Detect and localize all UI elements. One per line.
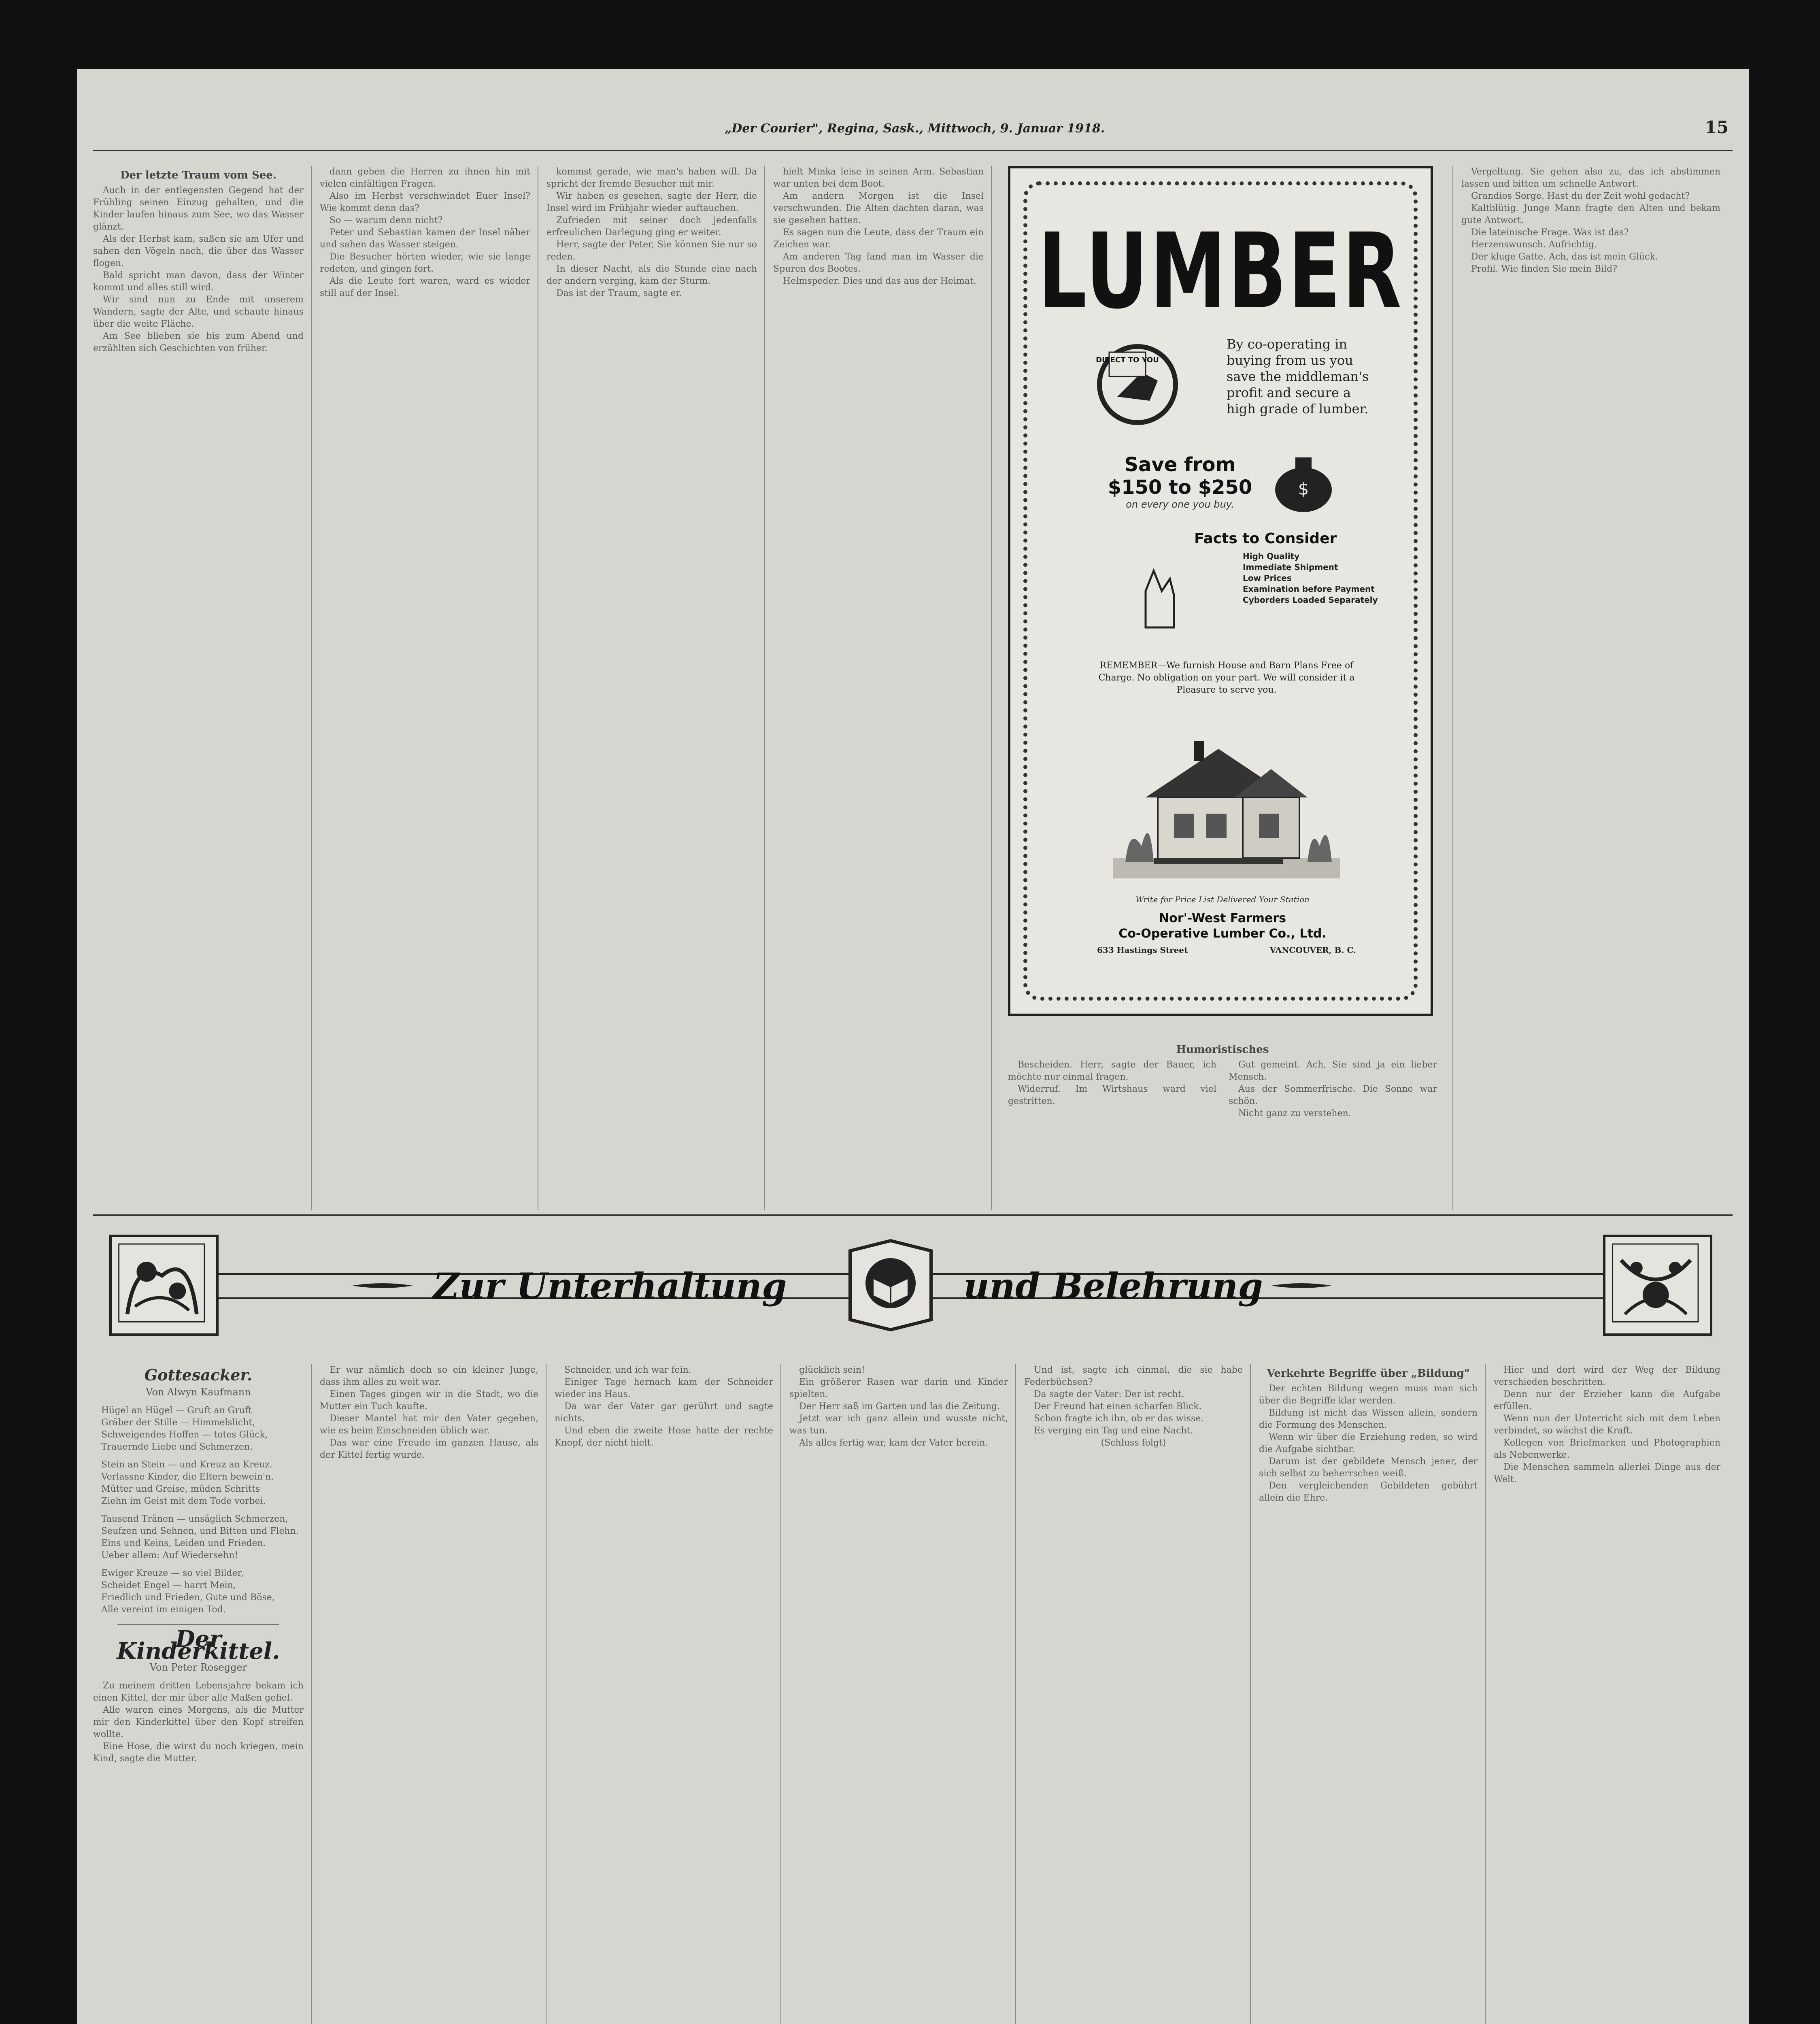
paragraph: Da war der Vater gar gerührt und sagte nichts. — [555, 1401, 773, 1424]
newspaper-page — [77, 69, 1749, 2024]
fact-item: Low Prices — [1243, 573, 1292, 583]
paragraph: hielt Minka leise in seinen Arm. Sebastian war unten bei dem Boot. — [773, 167, 984, 189]
poem-author: Von Alwyn Kaufmann — [146, 1386, 251, 1398]
continued-note: (Schluss folgt) — [1101, 1438, 1166, 1448]
humor-columns — [1008, 1059, 1437, 1120]
poem-line: Friedlich und Frieden, Gute und Böse, — [101, 1592, 275, 1603]
paragraph: dann geben die Herren zu ihnen hin mit vielen einfältigen Fragen. — [320, 167, 530, 189]
paragraph: Auch in der entlegensten Gegend hat der Frühling seinen Einzug gehalten, und die Kinder laufen hinaus zum See, wo das Wasser glänzt. — [93, 185, 304, 232]
article-headline: Verkehrte Begriffe über „Bildung" — [1267, 1367, 1470, 1380]
paragraph: Zufrieden mit seiner doch jedenfalls erfreulichen Darlegung ging er weiter. — [546, 215, 757, 238]
ad-headline: LUMBER — [1038, 211, 1403, 332]
paragraph: Peter und Sebastian kamen der Insel näher und sahen das Wasser steigen. — [320, 227, 530, 250]
paragraph: Wenn wir über die Erziehung reden, so wird die Aufgabe sichtbar. — [1259, 1432, 1478, 1454]
paragraph: Eine Hose, die wirst du noch kriegen, mein Kind, sagte die Mutter. — [93, 1741, 304, 1764]
paragraph: Die Menschen sammeln allerlei Dinge aus der Welt. — [1494, 1462, 1720, 1484]
right-dash-ornament — [1271, 1282, 1332, 1289]
poem-line: Ziehn im Geist mit dem Tode vorbei. — [101, 1496, 266, 1506]
humor-section — [1008, 1040, 1437, 1210]
paragraph: Der Freund hat einen scharfen Blick. — [1034, 1401, 1202, 1412]
paragraph: Darum ist der gebildete Mensch jener, der sich selbst zu beherrschen weiß. — [1259, 1456, 1478, 1479]
left-dash-ornament — [352, 1282, 413, 1289]
paragraph: Hier und dort wird der Weg der Bildung verschieden beschritten. — [1494, 1365, 1720, 1387]
poem-line: Ewiger Kreuze — so viel Bilder, — [101, 1568, 244, 1578]
article-column-1 — [93, 166, 304, 1202]
paragraph: Wir haben es gesehen, sagte der Herr, die Insel wird im Frühjahr wieder auftauchen. — [546, 191, 757, 213]
ad-tagline: By co-operating in buying from us you save the middleman's profit and secure a high grade of lumber. — [1227, 336, 1369, 417]
page-number: 15 — [1705, 117, 1729, 137]
paragraph: Bald spricht man davon, dass der Winter kommt und alles still wird. — [93, 270, 304, 293]
fact-item: Immediate Shipment — [1243, 562, 1338, 572]
paragraph: Der Herr saß im Garten und las die Zeitung. — [799, 1401, 1000, 1412]
paragraph: Der kluge Gatte. Ach, das ist mein Glück. — [1471, 252, 1658, 262]
paragraph: Schon fragte ich ihn, ob er das wisse. — [1034, 1414, 1204, 1424]
paragraph: Herzenswunsch. Aufrichtig. — [1471, 240, 1597, 250]
direct-label: DIRECT TO YOU — [1096, 356, 1159, 364]
column-rule — [311, 1364, 312, 2024]
paragraph: Am andern Morgen ist die Insel verschwunden. Die Alten dachten daran, was sie gesehen hatten. — [773, 191, 984, 225]
paragraph: Einiger Tage hernach kam der Schneider wieder ins Haus. — [555, 1377, 773, 1399]
write-for-note: Write for Price List Delivered Your Station — [1135, 895, 1310, 904]
section-banner — [109, 1235, 1712, 1336]
paragraph: Er war nämlich doch so ein kleiner Junge, dass ihm alles zu weit war. — [320, 1365, 538, 1387]
article-title: Der letzte Traum vom See. — [120, 169, 277, 181]
column-rule — [1452, 166, 1453, 1210]
bottom-column-7 — [1494, 1364, 1720, 2024]
paragraph: Helmspeder. Dies und das aus der Heimat. — [783, 276, 976, 286]
column-rule — [1250, 1364, 1251, 2024]
bottom-column-2 — [320, 1364, 538, 2024]
paragraph: Herr, sagte der Peter, Sie können Sie nur so reden. — [546, 240, 757, 262]
paragraph: Denn nur der Erzieher kann die Aufgabe erfüllen. — [1494, 1389, 1720, 1412]
poem-line: Mütter und Greise, müden Schritts — [101, 1484, 260, 1494]
poem-title: Gottesacker. — [144, 1366, 253, 1384]
article-column-2 — [320, 166, 530, 1202]
book-emblem — [842, 1239, 939, 1332]
header-rule — [93, 150, 1733, 151]
poem-line: Alle vereint im einigen Tod. — [101, 1605, 226, 1615]
paragraph: Das ist der Traum, sagte er. — [556, 288, 682, 298]
banner-title-right: und Belehrung — [963, 1265, 1263, 1307]
hand-icon — [1129, 555, 1190, 636]
paragraph: In dieser Nacht, als die Stunde eine nach der andern verging, kam der Sturm. — [546, 264, 757, 286]
save-line-3: on every one you buy. — [1126, 499, 1234, 510]
paragraph: glücklich sein! — [799, 1365, 865, 1375]
paragraph: Den vergleichenden Gebildeten gebührt allein die Ehre. — [1259, 1481, 1478, 1503]
bottom-column-1 — [93, 1364, 304, 2024]
poem-line: Trauernde Liebe und Schmerzen. — [101, 1442, 253, 1452]
paragraph: Das war eine Freude im ganzen Hause, als der Kittel fertig wurde. — [320, 1438, 538, 1460]
paragraph: Es verging ein Tag und eine Nacht. — [1034, 1426, 1193, 1436]
paragraph: Am anderen Tag fand man im Wasser die Spuren des Bootes. — [773, 252, 984, 274]
poem-body — [93, 1405, 304, 1616]
paragraph: Als die Leute fort waren, ward es wieder still auf der Insel. — [320, 276, 530, 298]
article-column-4 — [773, 166, 984, 1202]
paragraph: Also im Herbst verschwindet Euer Insel? Wie kommt denn das? — [320, 191, 530, 213]
paragraph: Und eben die zweite Hose hatte der rechte Knopf, der nicht hielt. — [555, 1426, 773, 1448]
column-rule — [1015, 1364, 1016, 2024]
house-illustration — [1113, 725, 1340, 887]
paragraph: Wir sind nun zu Ende mit unserem Wandern, sagte der Alte, und schaute hinaus über die weite Fläche. — [93, 295, 304, 329]
paragraph: Ein größerer Rasen war darin und Kinder spielten. — [789, 1377, 1008, 1399]
fact-item: Cyborders Loaded Separately — [1243, 595, 1378, 605]
paragraph: Die Besucher hörten wieder, wie sie lange redeten, und gingen fort. — [320, 252, 530, 274]
column-rule — [991, 166, 992, 1210]
paragraph: Widerruf. Im Wirtshaus ward viel gestritten. — [1008, 1084, 1216, 1106]
article-column-6 — [1461, 166, 1720, 1202]
paragraph: Nicht ganz zu verstehen. — [1238, 1108, 1351, 1118]
paragraph: Da sagte der Vater: Der ist recht. — [1034, 1389, 1184, 1399]
paragraph: Am See blieben sie bis zum Abend und erzählten sich Geschichten von früher. — [93, 331, 304, 353]
facts-list — [1243, 551, 1380, 606]
company-line-1: Nor'-West Farmers — [1159, 911, 1286, 925]
company-line-2: Co-Operative Lumber Co., Ltd. — [1118, 927, 1327, 941]
paragraph: Wenn nun der Unterricht sich mit dem Leben verbindet, so wächst die Kraft. — [1494, 1414, 1720, 1436]
story-author: Von Peter Rosegger — [149, 1662, 247, 1673]
hand-pointing-icon — [1093, 336, 1190, 437]
paragraph: Vergeltung. Sie gehen also zu, das ich abstimmen lassen und bitten um schnelle Antwort. — [1461, 167, 1720, 189]
poem-line: Seufzen und Sehnen, und Bitten und Flehn. — [101, 1526, 299, 1536]
company-address — [1097, 945, 1356, 955]
remember-note: REMEMBER—We furnish House and Barn Plans Free of Charge. No obligation on your part. We will consider it a Pleasure to serve you. — [1098, 661, 1355, 695]
section-rule — [93, 1214, 1733, 1216]
poem-line: Scheidet Engel — harrt Mein, — [101, 1580, 236, 1590]
paragraph: Der echten Bildung wegen muss man sich über die Begriffe klar werden. — [1259, 1384, 1478, 1406]
paragraph: Alle waren eines Morgens, als die Mutter mir den Kinderkittel über den Kopf streifen wollte. — [93, 1705, 304, 1739]
paragraph: Aus der Sommerfrische. Die Sonne war schön. — [1229, 1084, 1437, 1106]
paragraph: Kollegen von Briefmarken und Photographien als Nebenwerke. — [1494, 1438, 1720, 1460]
paragraph: Als der Herbst kam, saßen sie am Ufer und sahen den Vögeln nach, die über das Wasser flogen. — [93, 234, 304, 268]
bottom-column-5 — [1024, 1364, 1243, 2024]
paragraph: Gut gemeint. Ach, Sie sind ja ein lieber Mensch. — [1229, 1060, 1437, 1082]
poem-line: Gräber der Stille — Himmelslicht, — [101, 1418, 255, 1428]
column-rule — [1485, 1364, 1486, 2024]
bottom-column-4 — [789, 1364, 1008, 2024]
poem-line: Ueber allem: Auf Wiedersehn! — [101, 1550, 238, 1561]
paragraph: Und ist, sagte ich einmal, die sie habe Federbüchsen? — [1024, 1365, 1243, 1387]
article-column-3 — [546, 166, 757, 1202]
paragraph: Profil. Wie finden Sie mein Bild? — [1471, 264, 1617, 274]
paragraph: Es sagen nun die Leute, dass der Traum ein Zeichen war. — [773, 227, 984, 250]
poem-line: Verlassne Kinder, die Eltern bewein'n. — [101, 1472, 274, 1482]
paragraph: kommst gerade, wie man's haben will. Da spricht der fremde Besucher mit mir. — [546, 167, 757, 189]
column-rule — [764, 166, 765, 1210]
column-rule — [780, 1364, 781, 2024]
paragraph: Als alles fertig war, kam der Vater herein. — [799, 1438, 988, 1448]
masthead: „Der Courier", Regina, Sask., Mittwoch, 9. Januar 1918. — [725, 121, 1105, 136]
poem-line: Tausend Tränen — unsäglich Schmerzen, — [101, 1514, 288, 1524]
lumber-advertisement — [1008, 166, 1433, 1016]
poem-line: Eins und Keins, Leiden und Frieden. — [101, 1538, 266, 1548]
banner-title-left: Zur Unterhaltung — [433, 1265, 787, 1307]
paragraph: Grandios Sorge. Hast du der Zeit wohl gedacht? — [1471, 191, 1690, 201]
left-ornament — [109, 1235, 219, 1336]
paragraph: Bildung ist nicht das Wissen allein, sondern die Formung des Menschen. — [1259, 1408, 1478, 1430]
paragraph: Einen Tages gingen wir in die Stadt, wo die Mutter ein Tuch kaufte. — [320, 1389, 538, 1412]
city: VANCOUVER, B. C. — [1269, 945, 1356, 955]
fact-item: Examination before Payment — [1243, 584, 1375, 594]
column-rule — [311, 166, 312, 1210]
savings-box — [1101, 453, 1259, 510]
page-header — [77, 69, 1749, 150]
fact-item: High Quality — [1243, 551, 1300, 561]
svg-text:$: $ — [1298, 479, 1309, 499]
bottom-column-3 — [555, 1364, 773, 2024]
paragraph: Zu meinem dritten Lebensjahre bekam ich einen Kittel, der mir über alle Maßen gefiel. — [93, 1681, 304, 1703]
paragraph: Kaltblütig. Junge Mann fragte den Alten und bekam gute Antwort. — [1461, 203, 1720, 225]
company-name — [1077, 911, 1368, 942]
street-address: 633 Hastings Street — [1097, 945, 1188, 955]
divider — [117, 1624, 279, 1625]
bottom-column-6 — [1259, 1364, 1478, 2024]
story-title: Der Kinderkittel. — [117, 1626, 280, 1665]
paragraph: Die lateinische Frage. Was ist das? — [1471, 227, 1629, 238]
right-ornament — [1603, 1235, 1712, 1336]
paragraph: Jetzt war ich ganz allein und wusste nicht, was tun. — [789, 1414, 1008, 1436]
paragraph: So — warum denn nicht? — [330, 215, 443, 225]
paragraph: Schneider, und ich war fein. — [564, 1365, 691, 1375]
humor-title: Humoristisches — [1176, 1044, 1269, 1056]
save-line-2: $150 to $250 — [1108, 476, 1252, 499]
poem-line: Hügel an Hügel — Gruft an Gruft — [101, 1405, 252, 1416]
save-line-1: Save from — [1124, 453, 1236, 476]
paragraph: Bescheiden. Herr, sagte der Bauer, ich möchte nur einmal fragen. — [1008, 1060, 1216, 1082]
facts-title: Facts to Consider — [1194, 530, 1337, 547]
money-bag-icon — [1267, 449, 1340, 514]
paragraph: Dieser Mantel hat mir den Vater gegeben, wie es beim Einschneiden üblich war. — [320, 1414, 538, 1436]
facts-box — [1194, 530, 1380, 606]
poem-line: Stein an Stein — und Kreuz an Kreuz. — [101, 1460, 272, 1470]
poem-line: Schweigendes Hoffen — totes Glück, — [101, 1430, 268, 1440]
